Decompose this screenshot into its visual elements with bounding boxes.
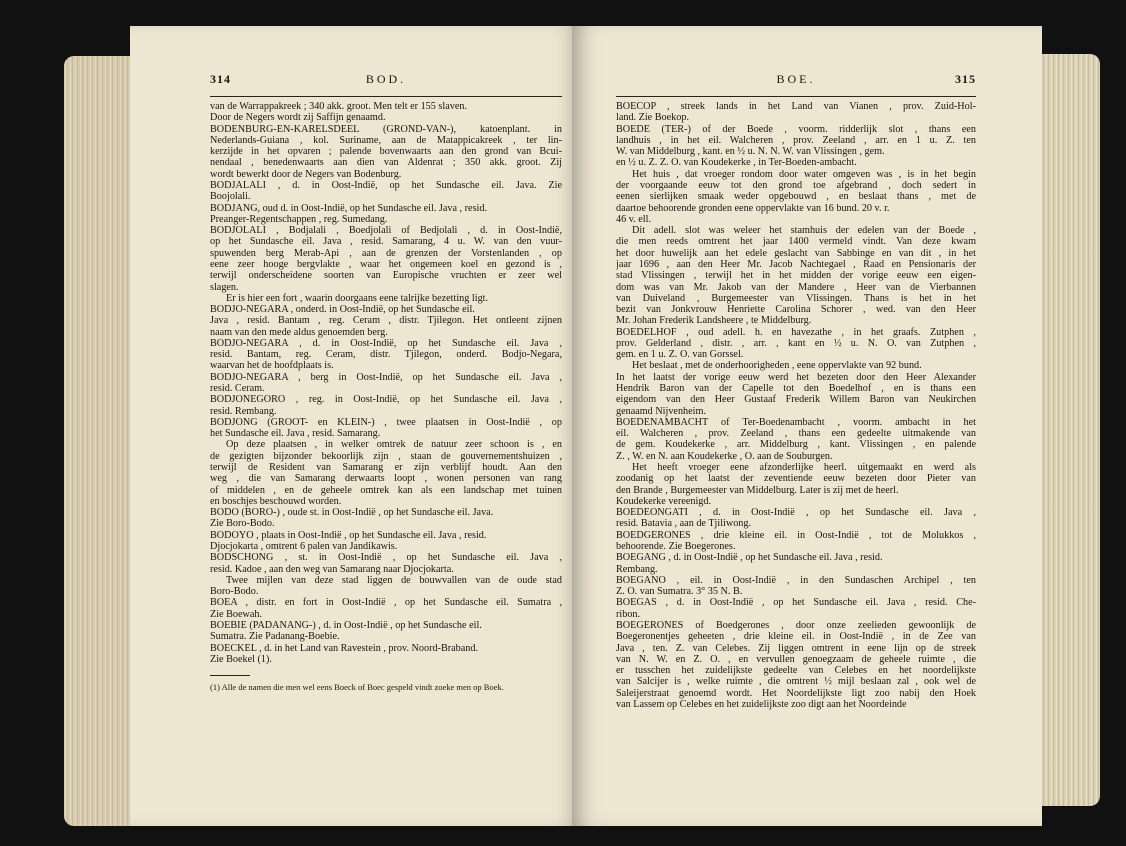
text-line: Het huis , dat vroeger rondom door water omgeven was , is in het begin: [632, 168, 976, 180]
text-line: van Lassem op Celebes en het zuidelijkste zoo digt aan het Noordeinde: [616, 698, 907, 710]
text-line: op het Sundasche eil. Java , resid. Samarang, 4 u. W. van den vuur-: [210, 236, 562, 248]
text-line: Djocjokarta , omtrent 6 palen van Jandikawis.: [210, 540, 398, 552]
text-line: weg , die van Samarang derwaarts loopt , wonen personen van rang: [210, 473, 562, 485]
text-line: land. Zie Boekop.: [616, 112, 689, 124]
text-line: Het beslaat , met de onderhoorigheden , eene oppervlakte van 92 bund.: [632, 360, 922, 372]
text-line: BOEGERONES of Boedgerones , door onze zeelieden gewoonlijk de: [616, 619, 976, 631]
text-line: Z. O. van Sumatra. 3° 35 N. B.: [616, 586, 743, 598]
text-line: BOEDELHOF , oud adell. h. en havezathe , in het graafs. Zutphen ,: [616, 326, 976, 338]
text-line: BOEGANG , d. in Oost-Indië , op het Sundasche eil. Java , resid.: [616, 552, 883, 564]
right-page-number: 315: [955, 72, 976, 86]
text-line: BODJONEGORO , reg. in Oost-Indië, op het Sundasche eil. Java ,: [210, 394, 562, 406]
text-line: resid. Ceram.: [210, 383, 265, 395]
text-line: Zie Boro-Bodo.: [210, 518, 275, 530]
text-line: eigendom van den Heer Gustaaf Frederik Willem Baron van Neukirchen: [616, 394, 976, 406]
text-line: de gezigten bijzonder bekoorlijk zijn , staan de gouvernementshuizen ,: [210, 450, 562, 462]
text-line: BODJOLALI , Bodjalali , Boedjolali of Bedjolali , d. in Oost-Indië,: [210, 225, 562, 237]
text-line: BOEDE (TER-) of der Boede , voorm. ridderlijk slot , thans een: [616, 123, 976, 135]
left-page: [130, 26, 582, 826]
text-line: terwijl de Resident van Samarang er zijn verblijf houdt. Aan den: [210, 462, 562, 473]
text-line: Dit adell. slot was weleer het stamhuis der edelen van der Boede ,: [632, 225, 976, 237]
text-line: er tusschen het zuidelijkste gedeelte van Celebes en het noordelijkste: [616, 665, 976, 677]
text-line: BODO (BORO-) , oude st. in Oost-Indië , op het Sundasche eil. Java.: [210, 507, 494, 519]
text-line: Boegeronentjes geheeten , drie kleine eil. in Oost-Indië , in de Zee van: [616, 631, 976, 643]
text-line: behoorende. Zie Boegerones.: [616, 540, 736, 552]
text-line: BODENBURG-EN-KARELSDEEL (GROND-VAN-), katoenplant. in: [210, 123, 562, 135]
text-line: Zie Boewah.: [210, 608, 263, 620]
text-line: BOEGAS , d. in Oost-Indië , op het Sundasche eil. Java , resid. Che-: [616, 597, 976, 609]
text-line: W. van Middelburg , kant. en ½ u. N. N. W. van Vlissingen , gem.: [616, 146, 885, 158]
right-text-column: [616, 101, 976, 710]
text-line: van Salcijer is , welke ruimte , die omtrent ½ mijl beslaan zal , ook wel de: [616, 676, 976, 688]
text-line: het door huwelijk aan het edele geslacht van Sabbinge en van dit , in het: [616, 247, 976, 259]
text-line: van de Warrappakreek ; 340 akk. groot. Men telt er 155 slaven.: [210, 101, 467, 112]
text-line: eene zeer hooge bergvlakte , waar het ongemeen koel en gezond is ,: [210, 258, 562, 270]
text-line: naam van den mede aldus genoemden berg.: [210, 326, 388, 338]
text-line: BOEDGERONES , drie kleine eil. in Oost-Indië , tot de Molukkos ,: [616, 529, 976, 541]
text-line: bezit van Jonkvrouw Henriette Carolina Schorer , wed. van den Heer: [616, 304, 976, 316]
text-line: resid. Bantam, reg. Ceram, distr. Tjilegon, onderd. Bodjo-Negara,: [210, 349, 562, 361]
text-line: Zie Boekel (1).: [210, 653, 272, 665]
text-line: wordt bewerkt door de Negers van Bodenburg.: [210, 168, 402, 180]
text-line: van N. W. en Z. O. , en vervullen genoegzaam de geheele ruimte , die: [616, 653, 976, 665]
text-line: jaar 1696 , aan den Heer Mr. Jacob Nachtegael , Raad en Pensionaris der: [616, 258, 976, 270]
text-line: en ½ u. Z. Z. O. van Koudekerke , in Ter-Boeden-ambacht.: [616, 157, 857, 169]
text-line: den Brande , Burgemeester van Middelburg. Later is zij met de heerl.: [616, 484, 899, 496]
text-line: landhuis , in het eil. Walcheren , prov. Zeeland , arr. en 1 u. Z. ten: [616, 134, 976, 146]
text-line: en boschjes beschouwd worden.: [210, 495, 342, 507]
text-line: In het laatst der vorige eeuw werd het bezeten door den Heer Alexander: [616, 371, 976, 383]
right-header-rule: [616, 96, 976, 97]
text-line: dom was van Mr. Jakob van der Mandere , Heer van de Vierbannen: [616, 281, 976, 293]
text-line: BODOYO , plaats in Oost-Indië , op het Sundasche eil. Java , resid.: [210, 529, 487, 541]
left-header-rule: [210, 96, 562, 97]
text-line: Java , ten. Z. van Celebes. Zij liggen omtrent in eene lijn op de streek: [616, 642, 976, 654]
text-line: der voorgaande eeuw tot den grond toe afgebrand , doch sedert in: [616, 179, 976, 191]
text-line: BODJONG (GROOT- en KLEIN-) , twee plaatsen in Oost-Indië , op: [210, 416, 562, 428]
text-line: Op deze plaatsen , in welker omtrek de natuur zeer schoon is , en: [226, 439, 562, 451]
text-line: waarvan het de hoofdplaats is.: [210, 360, 334, 372]
text-line: Koudekerke vereenigd.: [616, 495, 712, 507]
left-page-content: [210, 72, 562, 692]
text-line: 46 v. ell.: [616, 213, 651, 225]
text-line: BODJANG, oud d. in Oost-Indië, op het Sundasche eil. Java , resid.: [210, 202, 488, 214]
text-line: BODSCHONG , st. in Oost-Indië , op het Sundasche eil. Java ,: [210, 552, 562, 564]
text-line: BODJO-NEGARA , d. in Oost-Indië, op het Sundasche eil. Java ,: [210, 337, 562, 349]
text-line: Saleijerstraat genoemd wordt. Het Noordelijkste ligt zoo nabij den Hoek: [616, 687, 976, 699]
text-line: daartoe behoorende gronden eene oppervlakte van 16 bund. 20 v. r.: [616, 202, 890, 214]
text-line: BOEDEONGATI , d. in Oost-Indië , op het Sundasche eil. Java ,: [616, 507, 976, 519]
open-book: [20, 26, 1110, 830]
text-line: die men reeds omtrent het jaar 1400 vermeld vindt. Van deze kwam: [616, 236, 976, 248]
footnote: (1) Alle de namen die men wel eens Boeck of Boec gespeld vindt zoeke men op Boek.: [210, 682, 504, 693]
text-line: Door de Negers wordt zij Saffijn genaamd.: [210, 112, 386, 124]
text-line: gem. en 1 u. Z. O. van Gorssel.: [616, 349, 744, 361]
text-line: BOEA , distr. en fort in Oost-Indië , op het Sundasche eil. Sumatra ,: [210, 597, 562, 609]
text-line: genaamd Nijvenheim.: [616, 405, 706, 417]
text-line: resid. Batavia , aan de Tjiliwong.: [616, 518, 752, 530]
text-line: zoodanig op het laatst der zeventiende eeuw bezeten door Pieter van: [616, 473, 976, 485]
text-line: de gem. Koudekerke , arr. Middelburg , kant. Vlissingen , en palende: [616, 439, 976, 451]
text-line: BODJO-NEGARA , berg in Oost-Indië, op het Sundasche eil. Java ,: [210, 371, 562, 383]
text-line: ribon.: [616, 608, 641, 620]
right-page: [572, 26, 1042, 826]
text-line: Boojolali.: [210, 191, 251, 203]
left-page-header: [210, 72, 562, 90]
text-line: resid. Rembang.: [210, 405, 277, 417]
text-line: Hendrik Baron van der Capelle tot den Boedelhof , en is thans een: [616, 383, 976, 395]
text-line: BOECKEL , d. in het Land van Ravestein , prov. Noord-Braband.: [210, 642, 479, 654]
right-page-title: BOE.: [776, 72, 816, 86]
text-line: eenen sierlijken smaak weder opgebouwd , en beslaat thans , met de: [616, 191, 976, 203]
text-line: Mr. Johan Frederik Landsheere , te Middelburg.: [616, 315, 812, 327]
right-page-header: [616, 72, 976, 90]
text-line: van Duiveland , Burgemeester van Vlissingen. Thans is het in het: [616, 292, 976, 304]
text-line: Er is hier een fort , waarin doorgaans eene talrijke bezetting ligt.: [226, 292, 489, 304]
text-line: Nederlands-Guiana , kol. Suriname, aan de Matappicakreek , ter lin-: [210, 134, 562, 146]
text-line: Het heeft vroeger eene afzonderlijke heerl. uitgemaakt en werd als: [632, 462, 976, 473]
text-line: Preanger-Regentschappen , reg. Sumedang.: [210, 213, 388, 225]
text-line: resid. Kadoe , aan den weg van Samarang naar Djocjokarta.: [210, 563, 454, 575]
text-line: terwijl onderscheidene soorten van Europische vruchten er zeer wel: [210, 270, 562, 282]
left-page-number: 314: [210, 72, 231, 86]
left-page-title: BOD.: [365, 72, 407, 86]
footnote-rule: [210, 675, 250, 676]
text-line: BOEDENAMBACHT of Ter-Boedenambacht , voorm. ambacht in het: [616, 416, 976, 428]
text-line: stad Vlissingen , terwijl het in het midden der vorige eeuw een eigen-: [616, 270, 976, 282]
text-line: of middelen , en de geheele omtrek kan als een landschap met tuinen: [210, 484, 562, 496]
right-page-content: [616, 72, 976, 710]
text-line: Boro-Bodo.: [210, 586, 259, 598]
left-text-column: [210, 101, 562, 665]
text-line: BODJALALI , d. in Oost-Indië, op het Sundasche eil. Java. Zie: [210, 179, 562, 191]
text-line: eil. Walcheren , prov. Zeeland , thans een gedeelte uitmakende van: [616, 428, 976, 440]
text-line: Rembang.: [616, 563, 658, 575]
text-line: prov. Gelderland , distr. , arr. , kant en ½ u. N. O. van Zutphen ,: [616, 337, 976, 349]
text-line: Z. , W. en N. aan Koudekerke , O. aan de Souburgen.: [616, 450, 833, 462]
text-line: kerzijde in het opvaren ; palende bovenwaarts aan den grond van Bcui-: [210, 146, 562, 158]
text-line: Sumatra. Zie Padanang-Boebie.: [210, 631, 340, 643]
text-line: BODJO-NEGARA , onderd. in Oost-Indië, op het Sundasche eil.: [210, 304, 475, 316]
text-line: Twee mijlen van deze stad liggen de bouwvallen van de oude stad: [226, 574, 562, 586]
text-line: BOEBIE (PADANANG-) , d. in Oost-Indië , op het Sundasche eil.: [210, 619, 482, 631]
text-line: BOEGANO , eil. in Oost-Indië , in den Sundaschen Archipel , ten: [616, 574, 976, 586]
text-line: Java , resid. Bantam , reg. Ceram , distr. Tjilegon. Het ontleent zijnen: [210, 315, 562, 327]
text-line: spuwenden berg Merab-Api , aan de grenzen der Vorstenlanden , op: [210, 247, 562, 259]
text-line: nendaal , benedenwaarts aan dien van Aldenrat ; 350 akk. groot. Zij: [210, 157, 562, 169]
text-line: BOECOP , streek lands in het Land van Vianen , prov. Zuid-Hol-: [616, 101, 976, 112]
text-line: slagen.: [210, 281, 239, 293]
text-line: het Sundasche eil. Java , resid. Samarang.: [210, 428, 381, 440]
